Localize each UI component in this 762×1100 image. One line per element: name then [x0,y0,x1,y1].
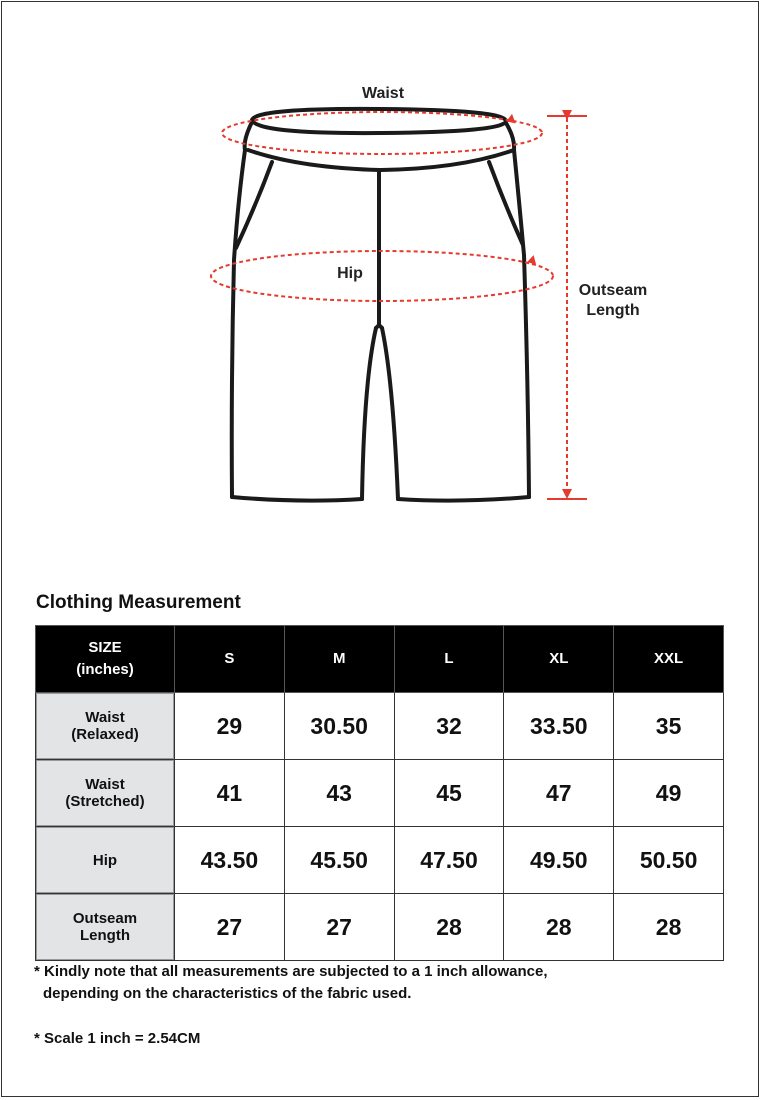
table-row [36,894,724,961]
row-label-waist-relaxed [36,693,175,760]
row-label-line1: Waist [85,709,125,726]
allowance-note-line2: depending on the characteristics of the fabric used. [43,985,412,1002]
outseam-label-line1: Outseam [578,282,648,299]
hip-label: Hip [337,265,363,282]
size-header-cell [36,626,175,693]
row-label-hip [36,827,175,894]
table-cell: 32 [394,693,504,760]
table-cell: 43 [284,760,394,827]
outseam-label-line2: Length [586,302,640,319]
hip-guide [211,251,553,301]
table-cell: 29 [175,693,285,760]
waistband [252,109,506,133]
right-side [506,123,529,497]
table-cell: 47.50 [394,827,504,894]
row-label-line2: (Stretched) [65,793,145,810]
waist-label: Waist [361,85,405,102]
size-header-line1: SIZE [88,639,122,656]
table-cell: 28 [504,894,614,961]
row-label-line1: Outseam [72,910,138,927]
section-title: Clothing Measurement [36,592,241,613]
row-label-line1: Hip [92,851,118,869]
table-cell: 49 [614,760,724,827]
row-label-outseam-length [36,894,175,961]
left-hem [232,497,362,501]
allowance-note-line1: * Kindly note that all measurements are subjected to a 1 inch allowance, [34,963,548,980]
table-cell: 35 [614,693,724,760]
row-label-waist-stretched [36,760,175,827]
table-cell: 41 [175,760,285,827]
table-row [36,760,724,827]
table-cell: 27 [284,894,394,961]
table-cell: 30.50 [284,693,394,760]
table-cell: 43.50 [175,827,285,894]
table-cell: 45.50 [284,827,394,894]
right-hem [398,497,529,501]
allowance-note [34,961,734,1005]
table-cell: 28 [614,894,724,961]
row-label-line2: Length [80,927,130,944]
size-column-header: XXL [614,626,724,693]
table-cell: 33.50 [504,693,614,760]
table-cell: 49.50 [504,827,614,894]
left-inseam [362,328,376,499]
waistband-lower [248,150,514,170]
size-column-header: XL [504,626,614,693]
size-column-header: M [284,626,394,693]
shorts-outline [232,109,529,501]
size-header-line2: (inches) [76,661,134,678]
table-row [36,693,724,760]
row-label-line1: Waist [85,776,125,793]
size-column-header: L [394,626,504,693]
table-header-row [36,626,724,693]
row-label-line2: (Relaxed) [71,726,139,743]
right-inseam [382,328,398,499]
table-row [36,827,724,894]
table-cell: 50.50 [614,827,724,894]
table-cell: 47 [504,760,614,827]
left-side [232,122,252,497]
table-cell: 45 [394,760,504,827]
scale-note: * Scale 1 inch = 2.54CM [34,1030,201,1047]
table-cell: 27 [175,894,285,961]
size-chart-table [35,625,724,961]
table-cell: 28 [394,894,504,961]
size-column-header: S [175,626,285,693]
